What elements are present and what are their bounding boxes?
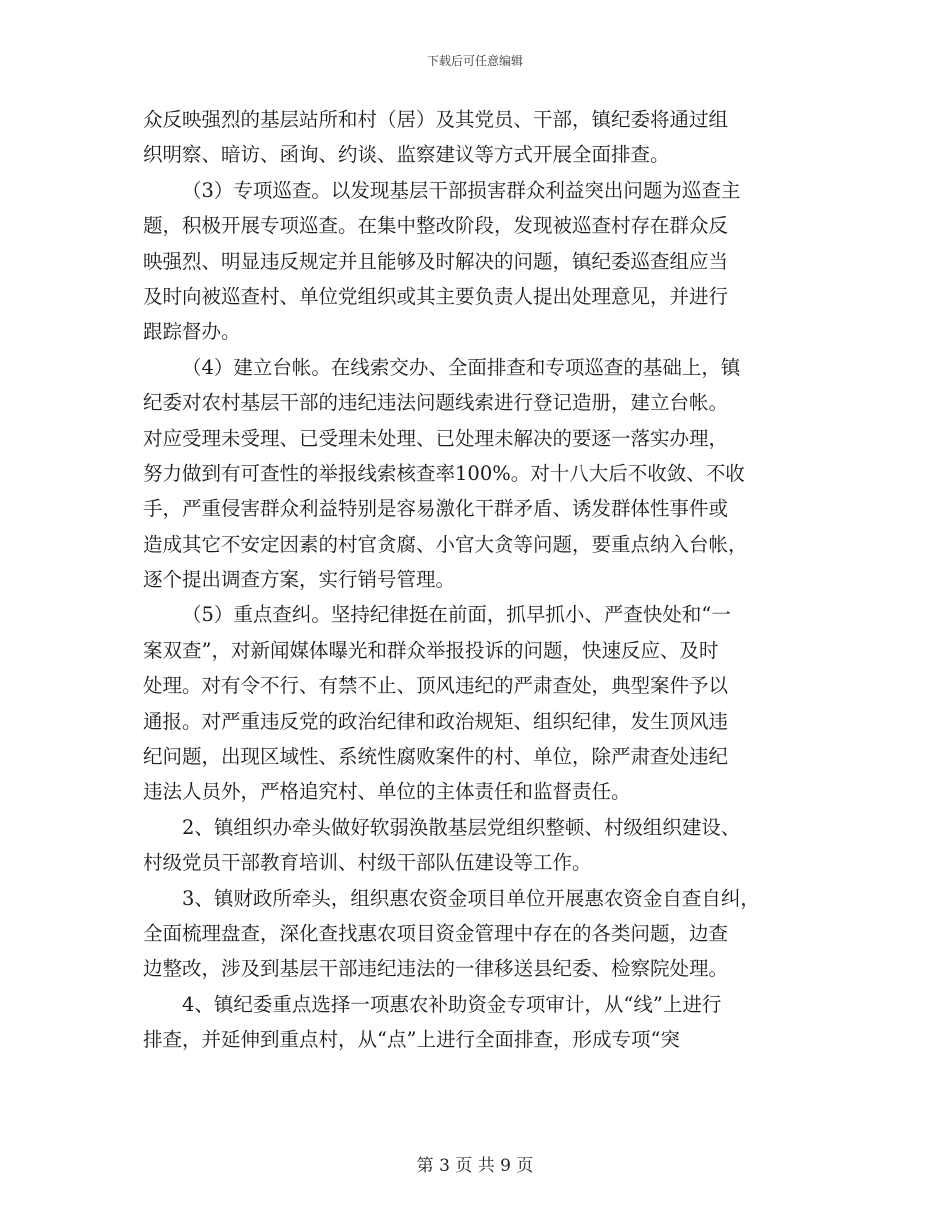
paragraph-start-line: 3、镇财政所牵头，组织惠农资金项目单位开展惠农资金自查自纠， [182,886,760,910]
text-line: 映强烈、明显违反规定并且能够及时解决的问题，镇纪委巡查组应当 [143,249,729,273]
text-line: 违法人员外，严格追究村、单位的主体责任和监督责任。 [143,780,631,804]
text-line: 处理。对有令不行、有禁不止、顶风违纪的严肃查处，典型案件予以 [143,674,729,698]
text-line: 对应受理未受理、已受理未处理、已处理未解决的要逐一落实办理， [143,426,729,450]
text-line: 村级党员干部教育培训、村级干部队伍建设等工作。 [143,851,592,875]
text-line: 纪委对农村基层干部的违纪违法问题线索进行登记造册，建立台帐。 [143,391,729,415]
page-number: 第 3 页 共 9 页 [416,1156,534,1176]
paragraph-start-line: （5）重点查纠。坚持纪律挺在前面，抓早抓小、严查快处和“一 [182,603,731,627]
text-line: 手，严重侵害群众利益特别是容易激化干群矛盾、诱发群体性事件或 [143,497,729,521]
paragraph-start-line: （3）专项巡查。以发现基层干部损害群众利益突出问题为巡查主 [182,178,741,202]
text-line: 跟踪督办。 [143,320,241,344]
text-line: 众反映强烈的基层站所和村（居）及其党员、干部，镇纪委将通过组 [143,108,729,131]
text-line: 排查，并延伸到重点村，从“点”上进行全面排查，形成专项“突 [143,1028,680,1052]
text-line: 及时向被巡查村、单位党组织或其主要负责人提出处理意见，并进行 [143,284,729,308]
page-header: 下载后可任意编辑 [426,54,523,68]
text-line: 题，积极开展专项巡查。在集中整改阶段，发现被巡查村存在群众反 [143,214,729,238]
document-body [143,102,811,1058]
paragraph-start-line: 4、镇纪委重点选择一项惠农补助资金专项审计，从“线”上进行 [182,992,722,1016]
text-line: 案双查”，对新闻媒体曝光和群众举报投诉的问题，快速反应、及时 [143,638,719,662]
text-line: 织明察、暗访、函询、约谈、监察建议等方式开展全面排查。 [143,143,670,167]
text-line: 努力做到有可查性的举报线索核查率100%。对十八大后不收敛、不收 [143,461,745,485]
paragraph-start-line: 2、镇组织办牵头做好软弱涣散基层党组织整顿、村级组织建设、 [182,815,741,839]
text-line: 边整改，涉及到基层干部违纪违法的一律移送县纪委、检察院处理。 [143,957,729,981]
text-line: 全面梳理盘查，深化查找惠农项目资金管理中存在的各类问题，边查 [143,921,729,945]
paragraph-start-line: （4）建立台帐。在线索交办、全面排查和专项巡查的基础上，镇 [182,355,741,379]
text-line: 造成其它不安定因素的村官贪腐、小官大贪等问题，要重点纳入台帐， [143,532,748,556]
text-line: 通报。对严重违反党的政治纪律和政治规矩、组织纪律，发生顶风违 [143,709,729,733]
text-line: 逐个提出调查方案，实行销号管理。 [143,568,456,592]
text-line: 纪问题，出现区域性、系统性腐败案件的村、单位，除严肃查处违纪 [143,745,729,769]
